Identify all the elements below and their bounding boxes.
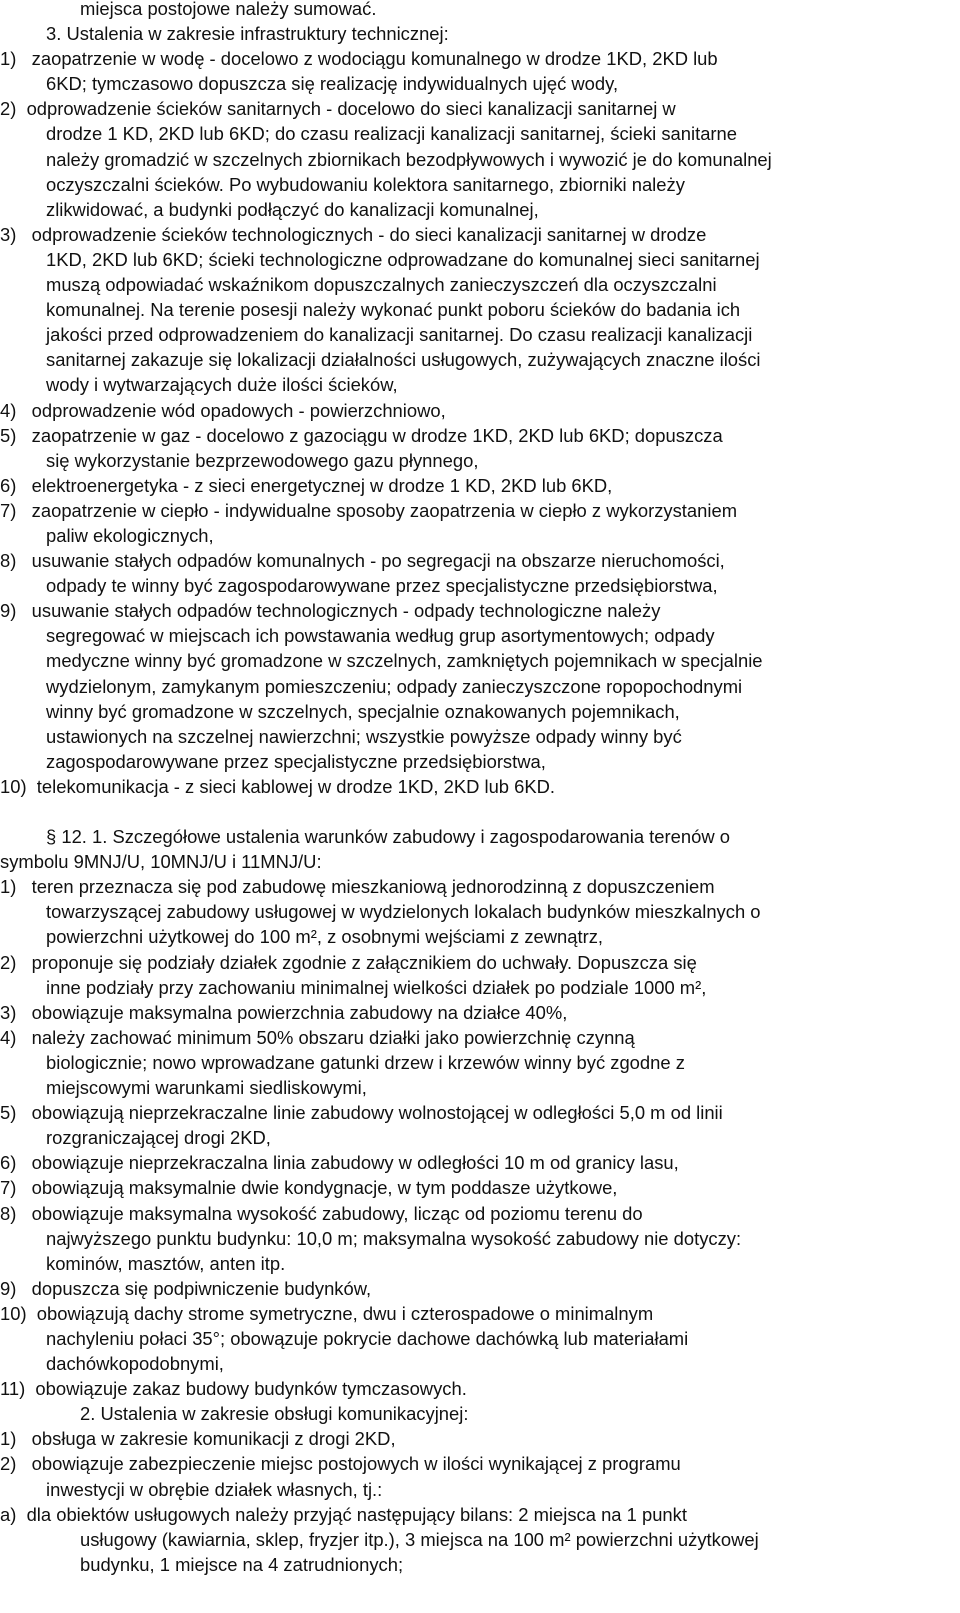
text-line: oczyszczalni ścieków. Po wybudowaniu kolektora sanitarnego, zbiorniki należy [46,173,685,195]
text-line: wody i wytwarzających duże ilości ścieków, [46,374,398,396]
text-line: najwyższego punktu budynku: 10,0 m; maksymalna wysokość zabudowy nie dotyczy: [46,1227,742,1249]
list-item: 5) zaopatrzenie w gaz - docelowo z gazociągu w drodze 1KD, 2KD lub 6KD; dopuszcza [0,424,723,446]
text-line: 1KD, 2KD lub 6KD; ścieki technologiczne odprowadzane do komunalnej sieci sanitarnej [46,248,760,270]
text-line: usługowy (kawiarnia, sklep, fryzjer itp.), 3 miejsca na 100 m² powierzchni użytkowej [80,1528,759,1550]
section-heading: 2. Ustalenia w zakresie obsługi komunikacyjnej: [80,1403,469,1425]
list-item: 4) odprowadzenie wód opadowych - powierzchniowo, [0,399,446,421]
text-line: wydzielonym, zamykanym pomieszczeniu; odpady zanieczyszczone ropopochodnymi [46,675,743,697]
text-line: rozgraniczającej drogi 2KD, [46,1127,271,1149]
list-item: 10) telekomunikacja - z sieci kablowej w drodze 1KD, 2KD lub 6KD. [0,775,556,797]
text-line: towarzyszącej zabudowy usługowej w wydzielonych lokalach budynków mieszkalnych o [46,901,761,923]
list-item: 6) obowiązuje nieprzekraczalna linia zabudowy w odległości 10 m od granicy lasu, [0,1152,679,1174]
text-line: powierzchni użytkowej do 100 m², z osobnymi wejściami z zewnątrz, [46,926,604,948]
text-line: komunalnej. Na terenie posesji należy wykonać punkt poboru ścieków do badania ich [46,299,741,321]
text-line: sanitarnej zakazuje się lokalizacji działalności usługowych, zużywających znaczne ilości [46,349,761,371]
list-item: 7) zaopatrzenie w ciepło - indywidualne sposoby zaopatrzenia w ciepło z wykorzystaniem [0,499,738,521]
list-item: 1) teren przeznacza się pod zabudowę mieszkaniową jednorodzinną z dopuszczeniem [0,876,715,898]
text-line: nachyleniu połaci 35°; obowązuje pokrycie dachowe dachówką lub materiałami [46,1327,689,1349]
list-item: 3) obowiązuje maksymalna powierzchnia zabudowy na działce 40%, [0,1001,568,1023]
list-item: 1) obsługa w zakresie komunikacji z drogi 2KD, [0,1428,396,1450]
list-item: 2) odprowadzenie ścieków sanitarnych - docelowo do sieci kanalizacji sanitarnej w [0,98,676,120]
text-line: symbolu 9MNJ/U, 10MNJ/U i 11MNJ/U: [0,851,322,873]
list-item: 10) obowiązują dachy strome symetryczne, dwu i czterospadowe o minimalnym [0,1302,654,1324]
text-line: drodze 1 KD, 2KD lub 6KD; do czasu realizacji kanalizacji sanitarnej, ścieki sanitarne [46,123,738,145]
list-item: 2) obowiązuje zabezpieczenie miejsc postojowych w ilości wynikającej z programu [0,1453,681,1475]
text-line: 6KD; tymczasowo dopuszcza się realizację indywidualnych ujęć wody, [46,73,619,95]
list-item: 3) odprowadzenie ścieków technologicznych - do sieci kanalizacji sanitarnej w drodze [0,223,707,245]
text-line: ustawionych na szczelnej nawierzchni; wszystkie powyższe odpady winny być [46,725,682,747]
list-item: 7) obowiązują maksymalnie dwie kondygnacje, w tym poddasze użytkowe, [0,1177,618,1199]
text-line: biologicznie; nowo wprowadzane gatunki drzew i krzewów winny być zgodne z [46,1051,685,1073]
text-line: miejscowymi warunkami siedliskowymi, [46,1077,367,1099]
list-item: 5) obowiązują nieprzekraczalne linie zabudowy wolnostojącej w odległości 5,0 m od linii [0,1102,723,1124]
text-line: dachówkopodobnymi, [46,1353,224,1375]
list-item: a) dla obiektów usługowych należy przyjąć następujący bilans: 2 miejsca na 1 punkt [0,1503,687,1525]
list-item: 4) należy zachować minimum 50% obszaru działki jako powierzchnię czynną [0,1026,635,1048]
list-item: 11) obowiązuje zakaz budowy budynków tymczasowych. [0,1378,467,1400]
text-line: inne podziały przy zachowaniu minimalnej wielkości działek po podziale 1000 m², [46,976,707,998]
text-line: zlikwidować, a budynki podłączyć do kanalizacji komunalnej, [46,198,539,220]
text-line: należy gromadzić w szczelnych zbiornikach bezodpływowych i wywozić je do komunalnej [46,148,772,170]
text-line: segregować w miejscach ich powstawania według grup asortymentowych; odpady [46,625,715,647]
text-line: miejsca postojowe należy sumować. [80,0,377,19]
text-line: jakości przed odprowadzeniem do kanalizacji sanitarnej. Do czasu realizacji kanalizacji [46,324,753,346]
list-item: 6) elektroenergetyka - z sieci energetycznej w drodze 1 KD, 2KD lub 6KD, [0,474,613,496]
text-line: zagospodarowywane przez specjalistyczne przedsiębiorstwa, [46,750,546,772]
list-item: 2) proponuje się podziały działek zgodnie z załącznikiem do uchwały. Dopuszcza się [0,951,697,973]
text-line: się wykorzystanie bezprzewodowego gazu płynnego, [46,449,479,471]
text-line: medyczne winny być gromadzone w szczelnych, zamkniętych pojemnikach w specjalnie [46,650,763,672]
blank-line [0,799,960,824]
section-heading: § 12. 1. Szczegółowe ustalenia warunków zabudowy i zagospodarowania terenów o [46,826,730,848]
text-line: inwestycji w obrębie działek własnych, tj.: [46,1478,383,1500]
text-line: odpady te winny być zagospodarowywane przez specjalistyczne przedsiębiorstwa, [46,575,718,597]
text-line: paliw ekologicznych, [46,524,214,546]
list-item: 9) dopuszcza się podpiwniczenie budynków, [0,1277,372,1299]
list-item: 8) usuwanie stałych odpadów komunalnych - po segregacji na obszarze nieruchomości, [0,550,725,572]
text-line: winny być gromadzone w szczelnych, specjalnie oznakowanych pojemnikach, [46,700,680,722]
section-heading: 3. Ustalenia w zakresie infrastruktury technicznej: [46,23,449,45]
text-line: muszą odpowiadać wskaźnikom dopuszczalnych zanieczyszczeń dla oczyszczalni [46,274,717,296]
text-line: kominów, masztów, anten itp. [46,1252,286,1274]
list-item: 9) usuwanie stałych odpadów technologicznych - odpady technologiczne należy [0,600,661,622]
text-line: budynku, 1 miejsce na 4 zatrudnionych; [80,1553,404,1575]
list-item: 1) zaopatrzenie w wodę - docelowo z wodociągu komunalnego w drodze 1KD, 2KD lub [0,48,718,70]
list-item: 8) obowiązuje maksymalna wysokość zabudowy, licząc od poziomu terenu do [0,1202,643,1224]
